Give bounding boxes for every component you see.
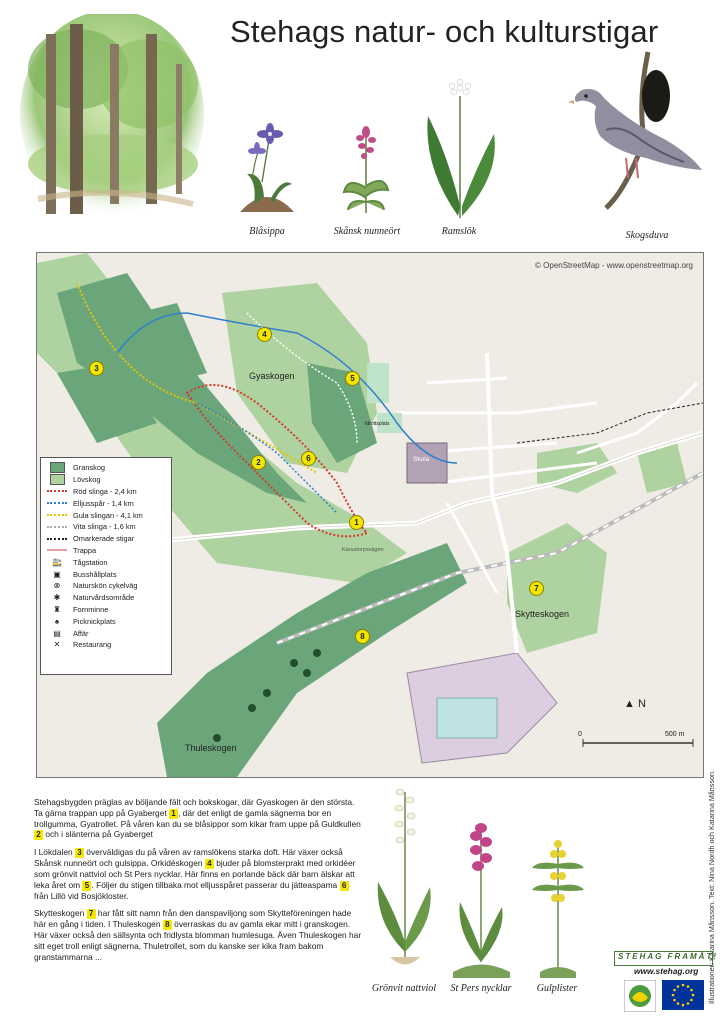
marker-1[interactable]: 1	[349, 515, 364, 530]
legend-label: Fornminne	[73, 604, 109, 614]
description-text	[34, 797, 364, 969]
legend-symbol	[47, 499, 67, 508]
scale-start: 0	[578, 731, 582, 738]
legend-item	[47, 556, 171, 568]
legend-icon: 🚉	[52, 557, 62, 567]
number-badge: 1	[169, 809, 178, 819]
legend-label: Gula slingan - 4,1 km	[73, 510, 143, 520]
legend-symbol	[47, 522, 67, 531]
marker-4[interactable]: 4	[257, 327, 272, 342]
gronvit-nattviol-illustration	[370, 772, 440, 972]
text-run: från Lillö vid Bosjökloster.	[34, 890, 129, 901]
marker-7[interactable]: 7	[529, 581, 544, 596]
legend-label: Affär	[73, 628, 89, 638]
legend-label: Naturskön cykelväg	[73, 581, 138, 591]
industrial-building	[437, 698, 497, 738]
gulplister-illustration	[528, 832, 588, 980]
scale-end: 500 m	[665, 731, 685, 738]
eu-flag-icon	[662, 980, 704, 1010]
label-karsatorpsvagen: Kärsatorpsvägen	[342, 547, 384, 553]
legend-label: Vita slinga - 1,6 km	[73, 522, 136, 532]
legend-icon: ♜	[53, 604, 61, 614]
legend-item	[47, 615, 171, 627]
text-run: har fått sitt namn från den danspaviljong som Skytteföreningen hade här en gång i tiden. I Thuleskogen	[34, 908, 352, 930]
legend-symbol	[47, 546, 67, 555]
legend-label: Tågstation	[73, 557, 108, 567]
marker-2[interactable]: 2	[251, 455, 266, 470]
label-skola: Skola	[413, 456, 430, 463]
legend-swatch	[50, 474, 65, 485]
paragraph-1	[34, 797, 364, 840]
legend-item	[47, 533, 171, 545]
caption-skogsduva: Skogsduva	[625, 230, 669, 241]
skansk-nunneort-illustration	[338, 118, 394, 220]
north-arrow-icon: ▲ N	[624, 698, 646, 710]
number-badge: 4	[205, 859, 214, 869]
number-badge: 6	[340, 881, 349, 891]
map-legend	[40, 457, 172, 675]
leader-logo-icon	[624, 980, 656, 1012]
label-thuleskogen: Thuleskogen	[185, 743, 237, 753]
skola-building	[407, 443, 447, 483]
legend-label: Naturvårdsområde	[73, 593, 135, 603]
legend-item	[47, 545, 171, 557]
marker-3[interactable]: 3	[89, 361, 104, 376]
legend-symbol	[47, 463, 67, 472]
legend-symbol	[47, 534, 67, 543]
text-run: överraskas du av gamla ekar mitt i granskogen. Här växer också den sällsynta och fridlysta blomman humlesuga. Även Thuleskogen har sitt eget troll enligt sägnerna, Thuletrollet, som du kanske ser kika fram bakom granstammarna ...	[34, 919, 362, 962]
legend-line	[47, 526, 67, 528]
legend-label: Picknickplats	[73, 616, 116, 626]
legend-item	[47, 497, 171, 509]
caption-gulplister: Gulplister	[536, 983, 578, 994]
marker-8[interactable]: 8	[355, 629, 370, 644]
number-badge: 8	[163, 920, 172, 930]
legend-item	[47, 580, 171, 592]
legend-item	[47, 627, 171, 639]
caption-gronvit-nattviol: Grönvit nattviol	[371, 983, 437, 994]
legend-symbol	[47, 487, 67, 496]
legend-item	[47, 568, 171, 580]
legend-item	[47, 486, 171, 498]
website-link[interactable]: www.stehag.org	[634, 966, 699, 976]
legend-symbol	[47, 475, 67, 484]
legend-label: Restaurang	[73, 640, 112, 650]
paragraph-3	[34, 908, 364, 962]
skogsduva-illustration	[566, 50, 706, 210]
number-badge: 7	[87, 909, 96, 919]
marker-6[interactable]: 6	[301, 451, 316, 466]
map-attribution: © OpenStreetMap - www.openstreetmap.org	[535, 261, 693, 270]
legend-item	[47, 521, 171, 533]
legend-item	[47, 639, 171, 651]
legend-label: Busshållplats	[73, 569, 117, 579]
text-run: överväldigas du på våren av ramslökens starka doft. Här växer också Skånsk nunneört och gulsippa. Orkidéskogen	[34, 847, 343, 869]
legend-label: Elljusspår - 1,4 km	[73, 498, 134, 508]
text-run: , där det enligt de gamla sägnerna bor en trollgumma, Gyatrollet. På våren kan du se blåsippor som kikar fram uppe på Guldkullen	[34, 807, 361, 829]
label-skytteskogen: Skytteskogen	[515, 609, 570, 619]
number-badge: 5	[82, 881, 91, 891]
legend-label: Trappa	[73, 545, 97, 555]
legend-icon: ▤	[53, 628, 61, 638]
text-run: . Följer du stigen tillbaka mot elljusspåret passerar du jätteaspama	[91, 879, 340, 890]
number-badge: 3	[75, 848, 84, 858]
credits-text: Illustrationer: Katarina Månsson. Text: Nina Nordh och Katarina Månsson.	[707, 770, 716, 1004]
text-run: I Lökdalen	[34, 847, 75, 858]
legend-icon: ✱	[53, 593, 61, 603]
legend-line	[47, 538, 67, 540]
text-run: och i slänterna på Gyaberget	[43, 829, 153, 840]
ramslok-illustration	[418, 76, 504, 224]
legend-item	[47, 592, 171, 604]
legend-line	[47, 549, 67, 551]
blasippa-illustration	[232, 112, 302, 220]
caption-blasippa: Blåsippa	[249, 226, 285, 237]
label-idrottsplats: Idrottsplats	[365, 421, 390, 427]
label-gyaskogen: Gyaskogen	[249, 371, 295, 381]
paragraph-2	[34, 847, 364, 901]
st-pers-nycklar-illustration	[448, 812, 514, 980]
legend-icon: ⊗	[53, 581, 61, 591]
legend-line	[47, 514, 67, 516]
text-run: Skytteskogen	[34, 908, 87, 919]
legend-icon: ✕	[53, 640, 61, 650]
caption-skansk-nunneort: Skånsk nunneört	[333, 226, 401, 237]
number-badge: 2	[34, 830, 43, 840]
forest-illustration	[18, 14, 206, 224]
legend-line	[47, 490, 67, 492]
legend-item	[47, 509, 171, 521]
caption-ramslok: Ramslök	[441, 226, 477, 237]
legend-label: Lövskog	[73, 475, 101, 485]
legend-swatch	[50, 462, 65, 473]
legend-label: Omarkerade stigar	[73, 534, 135, 544]
legend-symbol	[47, 511, 67, 520]
legend-label: Röd slinga - 2,4 km	[73, 486, 137, 496]
marker-5[interactable]: 5	[345, 371, 360, 386]
legend-icon: ▣	[53, 569, 61, 579]
legend-item	[47, 462, 171, 474]
legend-label: Granskog	[73, 463, 106, 473]
legend-item	[47, 474, 171, 486]
legend-icon: ♠	[54, 616, 60, 626]
page-title: Stehags natur- och kulturstigar	[230, 14, 659, 49]
caption-st-pers-nycklar: St Pers nycklar	[450, 983, 512, 994]
text-run: Stehagsbygden präglas av böljande fält och bokskogar, där Gyaskogen är den största. Ta gärna trappan upp på Gyaberget	[34, 797, 355, 818]
legend-line	[47, 502, 67, 504]
brand-name: STEHAG FRAMÅT!	[618, 952, 718, 961]
text-run: bjuder på blomsterprakt med orkidéer som grönvit nattviol och St Pers nycklar. Här finns en porlande bäck där barn älskar att leka året om	[34, 858, 356, 890]
skytteskogen-area	[507, 523, 607, 653]
legend-item	[47, 604, 171, 616]
